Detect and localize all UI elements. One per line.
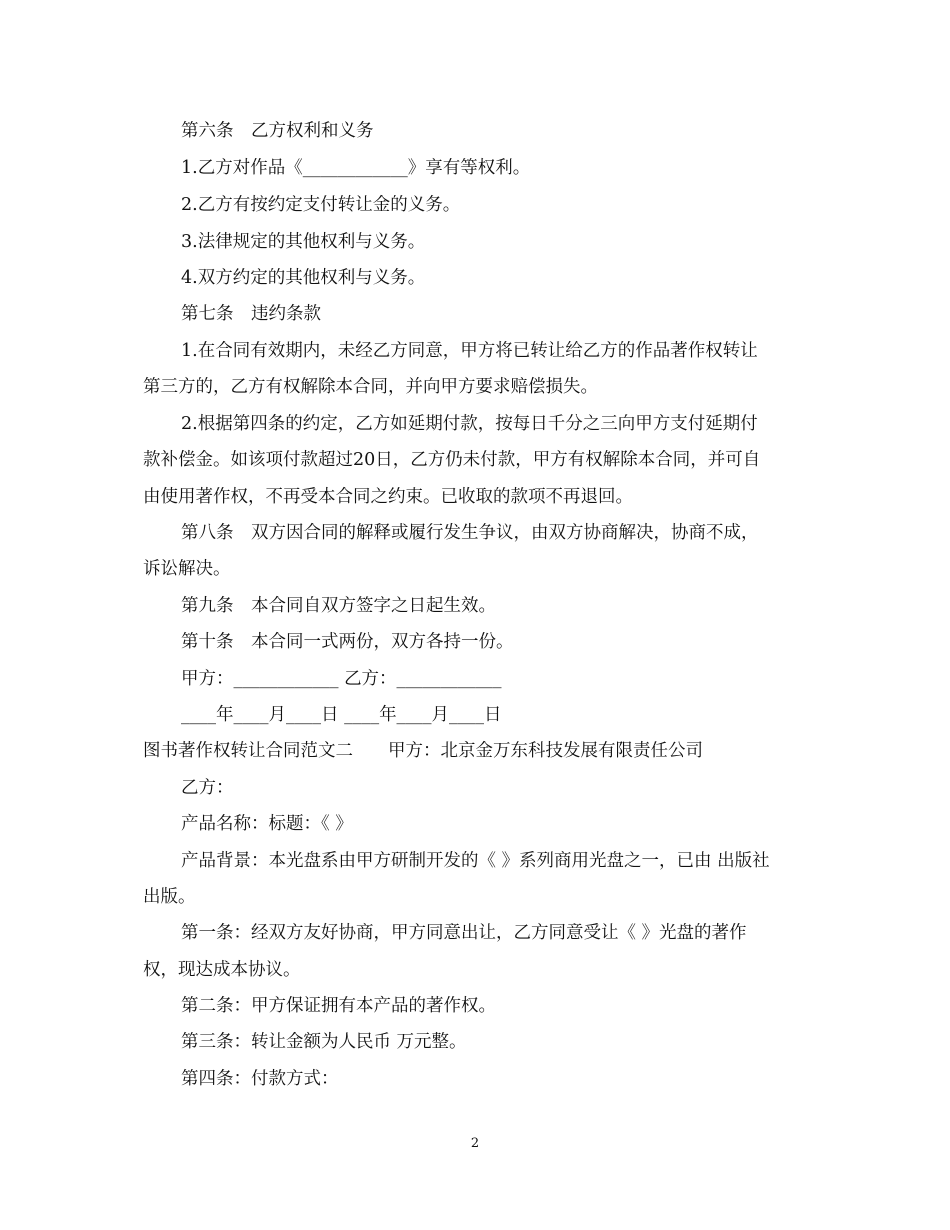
paragraph-line: 由使用著作权，不再受本合同之约束。已收取的款项不再退回。 [143, 487, 633, 507]
paragraph-line: 第三条：转让金额为人民币 万元整。 [181, 1032, 467, 1052]
page-number: 2 [470, 1136, 480, 1151]
paragraph-line: 第三方的，乙方有权解除本合同，并向甲方要求赔偿损失。 [143, 377, 598, 397]
date-line: ____年____月____日 ____年____月____日 [181, 705, 502, 725]
paragraph-line: 2.根据第四条的约定，乙方如延期付款，按每日千分之三向甲方支付延期付 [181, 414, 758, 434]
paragraph-line: 产品背景：本光盘系由甲方研制开发的《 》系列商用光盘之一，已由 出版社 [181, 851, 770, 871]
article-9-line: 第九条 本合同自双方签字之日起生效。 [181, 596, 496, 616]
article-7-heading: 第七条 违约条款 [181, 304, 321, 324]
article-10-line: 第十条 本合同一式两份，双方各持一份。 [181, 632, 514, 652]
paragraph-line: 1.乙方对作品《____________》享有等权利。 [181, 158, 531, 178]
article-6-heading: 第六条 乙方权利和义务 [181, 121, 374, 141]
contract-two-title-line: 图书著作权转让合同范文二 甲方：北京金万东科技发展有限责任公司 [143, 741, 703, 761]
paragraph-line: 出版。 [143, 887, 196, 907]
party-b-line: 乙方： [181, 778, 234, 798]
signature-line: 甲方：____________ 乙方：____________ [181, 669, 502, 689]
article-8-line: 第八条 双方因合同的解释或履行发生争议，由双方协商解决，协商不成， [181, 523, 759, 543]
paragraph-line: 第四条：付款方式： [181, 1069, 339, 1089]
paragraph-line: 1.在合同有效期内，未经乙方同意，甲方将已转让给乙方的作品著作权转让 [181, 341, 758, 361]
paragraph-line: 第二条：甲方保证拥有本产品的著作权。 [181, 996, 496, 1016]
paragraph-line: 2.乙方有按约定支付转让金的义务。 [181, 195, 461, 215]
paragraph-line: 3.法律规定的其他权利与义务。 [181, 232, 426, 252]
paragraph-line: 款补偿金。如该项付款超过20日，乙方仍未付款，甲方有权解除本合同，并可自 [143, 450, 761, 470]
paragraph-line: 第一条：经双方友好协商，甲方同意出让，乙方同意受让《 》光盘的著作 [181, 923, 747, 943]
product-name-line: 产品名称：标题：《 》 [181, 814, 353, 834]
paragraph-line: 权，现达成本协议。 [143, 960, 301, 980]
paragraph-line: 诉讼解决。 [143, 559, 231, 579]
paragraph-line: 4.双方约定的其他权利与义务。 [181, 268, 426, 288]
